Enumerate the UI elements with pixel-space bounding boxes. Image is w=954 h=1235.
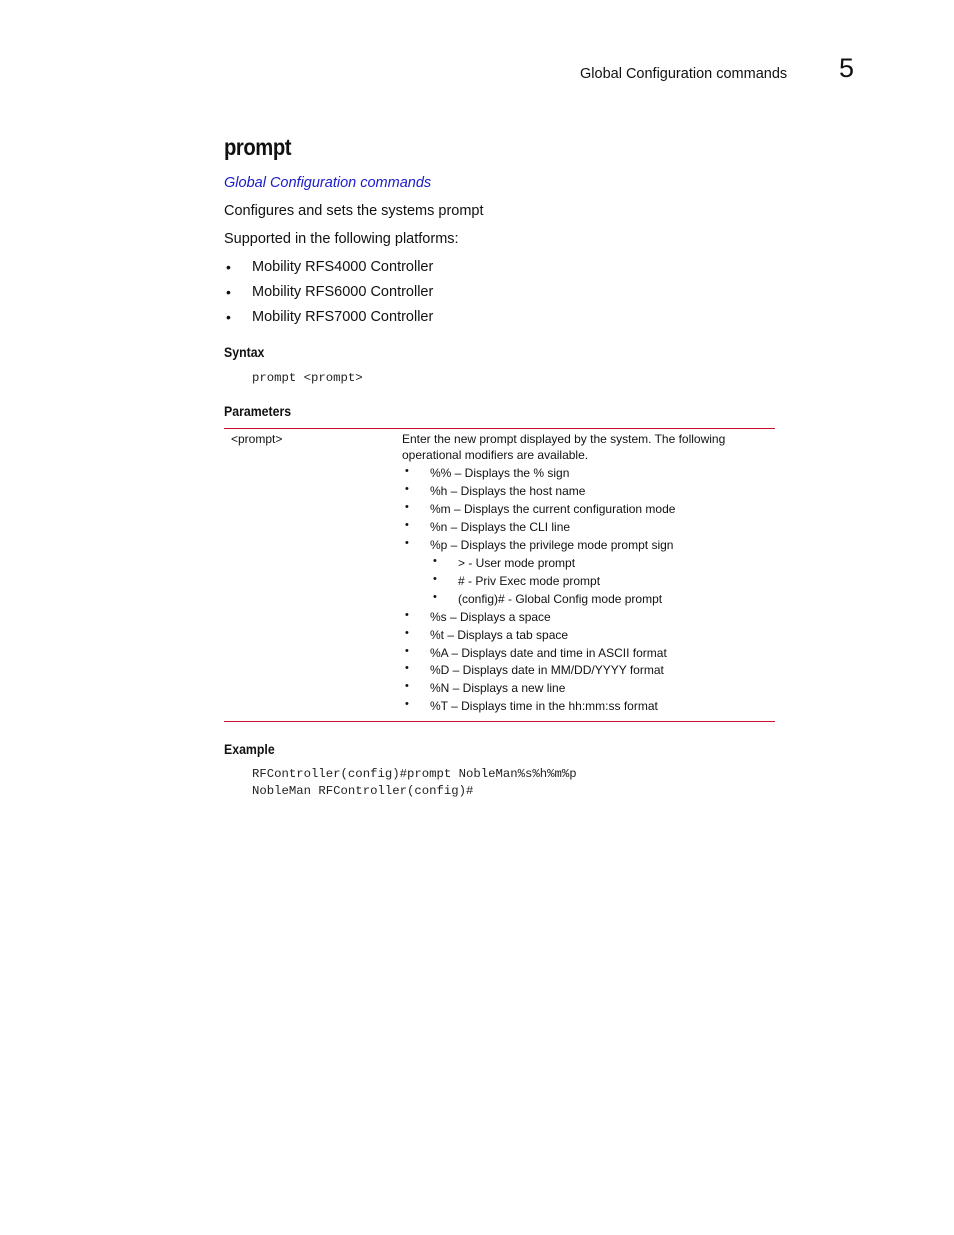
platform-item: Mobility RFS6000 Controller: [252, 284, 434, 300]
bullet-icon: •: [226, 284, 231, 300]
bullet-icon: •: [226, 309, 231, 325]
modifier-item: %T – Displays time in the hh:mm:ss format: [430, 699, 658, 713]
bullet-icon: •: [405, 537, 409, 549]
bullet-icon: •: [433, 591, 437, 603]
modifier-item: %p – Displays the privilege mode prompt sign: [430, 538, 674, 552]
running-header-title: Global Configuration commands: [580, 66, 788, 82]
modifier-item: %h – Displays the host name: [430, 484, 586, 498]
sub-modifier-item: # - Priv Exec mode prompt: [458, 574, 601, 588]
modifier-item: %A – Displays date and time in ASCII format: [430, 646, 667, 660]
breadcrumb-link[interactable]: Global Configuration commands: [224, 175, 432, 191]
platform-item: Mobility RFS4000 Controller: [252, 259, 434, 275]
syntax-heading: Syntax: [224, 344, 265, 360]
bullet-icon: •: [405, 465, 409, 477]
bullet-icon: •: [405, 501, 409, 513]
bullet-icon: •: [433, 555, 437, 567]
chapter-number: 5: [839, 53, 855, 83]
modifier-item: %n – Displays the CLI line: [430, 520, 571, 534]
parameters-heading: Parameters: [224, 403, 292, 419]
table-bottom-rule: [224, 721, 775, 722]
modifier-item: %% – Displays the % sign: [430, 466, 570, 480]
syntax-code: prompt <prompt>: [252, 371, 363, 385]
bullet-icon: •: [405, 680, 409, 692]
param-name: <prompt>: [231, 432, 283, 446]
param-desc-line1: Enter the new prompt displayed by the system. The following: [402, 432, 726, 446]
sub-modifier-item: > - User mode prompt: [458, 556, 576, 570]
param-desc-line2: operational modifiers are available.: [402, 448, 589, 462]
bullet-icon: •: [405, 519, 409, 531]
bullet-icon: •: [433, 573, 437, 585]
modifier-item: %N – Displays a new line: [430, 681, 566, 695]
modifier-item: %m – Displays the current configuration mode: [430, 502, 676, 516]
modifier-item: %s – Displays a space: [430, 610, 551, 624]
bullet-icon: •: [405, 698, 409, 710]
table-top-rule: [224, 428, 775, 429]
modifier-item: %D – Displays date in MM/DD/YYYY format: [430, 663, 664, 677]
bullet-icon: •: [405, 662, 409, 674]
supported-intro: Supported in the following platforms:: [224, 231, 459, 247]
bullet-icon: •: [405, 609, 409, 621]
bullet-icon: •: [405, 627, 409, 639]
description: Configures and sets the systems prompt: [224, 203, 484, 219]
example-code-line: NobleMan RFController(config)#: [252, 784, 474, 798]
example-heading: Example: [224, 741, 275, 757]
bullet-icon: •: [405, 645, 409, 657]
bullet-icon: •: [226, 259, 231, 275]
page-title: prompt: [224, 134, 292, 160]
sub-modifier-item: (config)# - Global Config mode prompt: [458, 592, 663, 606]
modifier-item: %t – Displays a tab space: [430, 628, 569, 642]
platform-item: Mobility RFS7000 Controller: [252, 309, 434, 325]
example-code-line: RFController(config)#prompt NobleMan%s%h%m%p: [252, 767, 577, 781]
bullet-icon: •: [405, 483, 409, 495]
